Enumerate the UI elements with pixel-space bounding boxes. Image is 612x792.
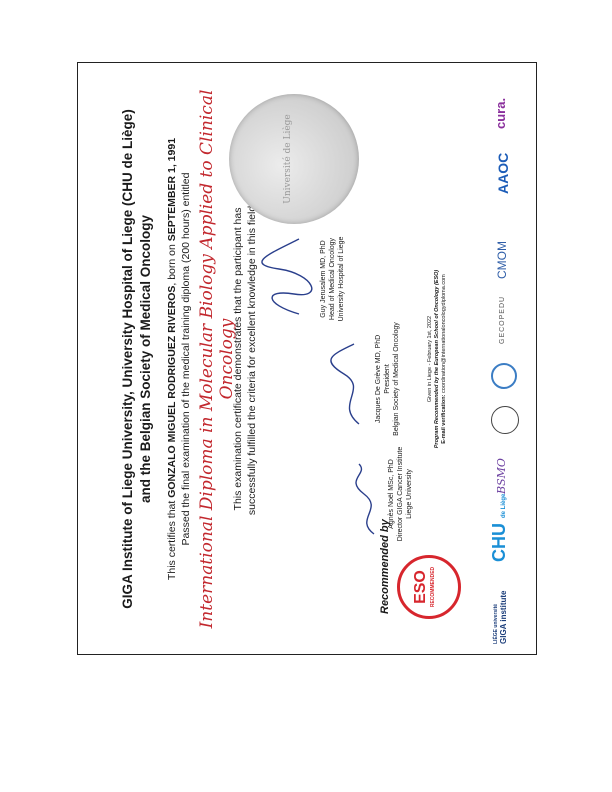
birth-date: SEPTEMBER 1, 1991 <box>166 137 178 242</box>
signatory-role: Head of Medical Oncology <box>329 237 336 321</box>
chu-logo <box>489 494 510 562</box>
signatory-role: President <box>384 364 391 394</box>
certificate-frame <box>77 62 537 655</box>
given-date: Given in Liege - February 1st, 2022 <box>427 315 433 403</box>
signature-de-greve <box>329 339 374 429</box>
cmom-logo: CMOM <box>495 241 509 279</box>
signatory-name: Guy Jerusalem MD, PhD <box>320 240 327 318</box>
eso-badge-letters: ESO <box>412 570 429 604</box>
association-emblem-icon <box>491 363 517 389</box>
chu-logo-sub: de Liège <box>501 493 507 518</box>
exam-line-2: successfully fulfilled the criteria for excellent knowledge in this field. <box>246 202 258 516</box>
email-verification <box>441 214 448 504</box>
email-label: E-mail verification: <box>441 392 447 444</box>
signatory-role: Director GIGA Cancer Institute <box>397 446 404 542</box>
chu-logo-text: CHU <box>489 523 509 562</box>
certificate-footer <box>427 214 448 504</box>
exam-line-1: This examination certificate demonstrates that the participant has <box>232 207 244 511</box>
title-line-1: GIGA Institute of Liege University, University Hospital of Liege (CHU de Liège) <box>120 109 135 609</box>
aaoc-logo: AAOC <box>495 152 511 194</box>
email-address[interactable]: coordination@internationaloncologydiploma.com <box>441 274 447 393</box>
signatory-noel <box>387 434 414 554</box>
eso-recommended-badge <box>397 555 461 619</box>
recommended-by-label: Recommended by <box>379 519 391 614</box>
giga-logo-text: GIGA institute <box>499 590 508 644</box>
giga-logo <box>493 574 508 644</box>
recipient-name: GONZALO MIGUEL RODRIGUEZ RIVEROS <box>166 285 178 498</box>
seal-text: Université de Liège <box>283 114 293 204</box>
signatory-de-greve <box>374 319 401 439</box>
certificate-content <box>79 64 537 654</box>
signatory-name: Agnès Noël MSc, PhD <box>388 459 395 529</box>
giga-logo-small: LIÈGE université <box>493 603 499 644</box>
certificate-title <box>119 64 155 654</box>
program-recommendation: Program Recommended by the European School of Oncology (ESO) <box>434 269 440 449</box>
program-title: International Diploma in Molecular Biology Applied to Clinical Oncology <box>197 89 237 629</box>
passed-line: Passed the final examination of the medical training diploma (200 hours) entitled <box>180 172 192 546</box>
geco-logo: GECOPEDU <box>499 295 506 344</box>
born-on-text: , born on <box>166 241 178 286</box>
eso-badge-text: RECOMMENDED <box>430 566 436 608</box>
title-line-2: and the Belgian Society of Medical Oncology <box>138 214 153 504</box>
partner-logos <box>487 74 523 644</box>
society-emblem-icon <box>491 406 519 434</box>
bsmo-logo: BSMO <box>495 458 508 494</box>
university-seal <box>229 94 359 224</box>
certifies-text <box>165 64 193 654</box>
certifies-line <box>165 64 179 654</box>
certifies-prefix: This certifies that <box>166 497 178 581</box>
signatory-affiliation: University Hospital of Liege <box>338 236 345 322</box>
signature-jerusalem <box>259 234 319 324</box>
signatory-affiliation: Liege University <box>406 469 413 519</box>
signatory-affiliation: Belgian Society of Medical Oncology <box>393 322 400 436</box>
signatory-name: Jacques De Grève MD, PhD <box>375 334 382 424</box>
cura-logo: cura. <box>493 97 508 129</box>
signatory-jerusalem <box>319 224 346 334</box>
